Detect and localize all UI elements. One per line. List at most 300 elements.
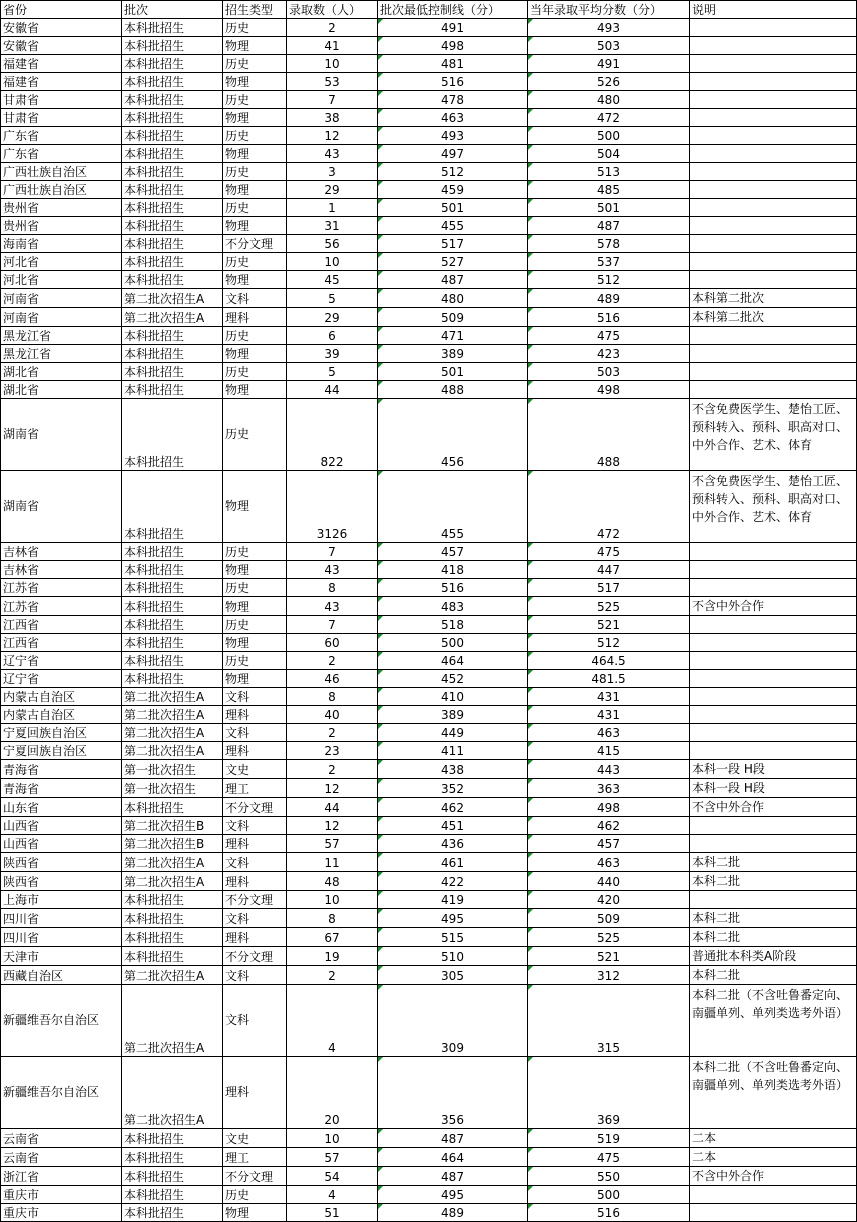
cell-province: 湖北省: [1, 381, 122, 399]
cell-min-line: 459: [378, 181, 528, 199]
cell-province: 天津市: [1, 947, 122, 966]
cell-batch: 本科批招生: [122, 798, 223, 817]
cell-min-line: 495: [378, 909, 528, 928]
cell-avg-score: 516: [528, 1204, 690, 1222]
cell-admitted: 43: [287, 597, 378, 616]
cell-batch: 本科批招生: [122, 363, 223, 381]
cell-type: 不分文理: [223, 798, 287, 817]
cell-batch: 本科批招生: [122, 928, 223, 947]
header-province: 省份: [1, 1, 122, 19]
table-row: [1, 55, 857, 73]
cell-admitted: 2: [287, 966, 378, 985]
cell-type: 历史: [223, 55, 287, 73]
cell-min-line: 481: [378, 55, 528, 73]
cell-batch: 本科批招生: [122, 616, 223, 634]
cell-batch: 本科批招生: [122, 909, 223, 928]
cell-notes: [690, 127, 857, 145]
cell-admitted: 46: [287, 670, 378, 688]
cell-province: 山西省: [1, 817, 122, 835]
cell-avg-score: 504: [528, 145, 690, 163]
cell-notes: 本科二批: [690, 909, 857, 928]
cell-batch: 第二批次招生A: [122, 985, 223, 1057]
cell-admitted: 5: [287, 363, 378, 381]
cell-notes: 本科第二批次: [690, 289, 857, 308]
cell-avg-score: 500: [528, 1186, 690, 1204]
cell-type: 文科: [223, 909, 287, 928]
cell-province: 湖南省: [1, 399, 122, 471]
table-row: [1, 91, 857, 109]
cell-province: 河南省: [1, 308, 122, 327]
cell-type: 物理: [223, 561, 287, 579]
cell-avg-score: 498: [528, 381, 690, 399]
cell-min-line: 517: [378, 235, 528, 253]
table-row: [1, 634, 857, 652]
cell-avg-score: 501: [528, 199, 690, 217]
cell-min-line: 410: [378, 688, 528, 706]
cell-min-line: 509: [378, 308, 528, 327]
cell-notes: 二本: [690, 1129, 857, 1148]
table-row: [1, 73, 857, 91]
cell-province: 新疆维吾尔自治区: [1, 985, 122, 1057]
cell-type: 物理: [223, 1204, 287, 1222]
cell-batch: 第二批次招生B: [122, 835, 223, 853]
cell-province: 上海市: [1, 891, 122, 909]
cell-avg-score: 513: [528, 163, 690, 181]
cell-avg-score: 463: [528, 853, 690, 872]
table-row: [1, 891, 857, 909]
cell-batch: 第一批次招生: [122, 779, 223, 798]
table-row: [1, 835, 857, 853]
cell-avg-score: 512: [528, 271, 690, 289]
cell-min-line: 352: [378, 779, 528, 798]
header-min-line: 批次最低控制线（分）: [378, 1, 528, 19]
cell-min-line: 500: [378, 634, 528, 652]
cell-batch: 本科批招生: [122, 109, 223, 127]
cell-min-line: 527: [378, 253, 528, 271]
cell-type: 物理: [223, 381, 287, 399]
table-row: [1, 597, 857, 616]
cell-batch: 本科批招生: [122, 471, 223, 543]
cell-min-line: 451: [378, 817, 528, 835]
header-row: [1, 1, 857, 19]
cell-admitted: 57: [287, 1148, 378, 1167]
cell-min-line: 480: [378, 289, 528, 308]
cell-admitted: 4: [287, 1186, 378, 1204]
cell-admitted: 51: [287, 1204, 378, 1222]
cell-batch: 本科批招生: [122, 163, 223, 181]
table-row: [1, 145, 857, 163]
cell-batch: 本科批招生: [122, 217, 223, 235]
table-row: [1, 163, 857, 181]
cell-province: 安徽省: [1, 19, 122, 37]
cell-min-line: 356: [378, 1057, 528, 1129]
table-row: [1, 271, 857, 289]
cell-batch: 本科批招生: [122, 891, 223, 909]
cell-province: 重庆市: [1, 1204, 122, 1222]
cell-notes: 本科第二批次: [690, 308, 857, 327]
header-admitted: 录取数（人）: [287, 1, 378, 19]
cell-min-line: 512: [378, 163, 528, 181]
table-row: [1, 928, 857, 947]
cell-notes: 本科二批（不含吐鲁番定向、南疆单列、单列类选考外语）: [690, 1057, 857, 1129]
cell-batch: 本科批招生: [122, 181, 223, 199]
cell-notes: 本科一段 H段: [690, 779, 857, 798]
cell-admitted: 3126: [287, 471, 378, 543]
cell-notes: 本科二批（不含吐鲁番定向、南疆单列、单列类选考外语）: [690, 985, 857, 1057]
cell-notes: 本科一段 H段: [690, 760, 857, 779]
cell-admitted: 41: [287, 37, 378, 55]
cell-notes: [690, 55, 857, 73]
cell-batch: 本科批招生: [122, 561, 223, 579]
cell-min-line: 418: [378, 561, 528, 579]
cell-avg-score: 526: [528, 73, 690, 91]
cell-notes: [690, 345, 857, 363]
cell-batch: 本科批招生: [122, 1167, 223, 1186]
cell-min-line: 487: [378, 1129, 528, 1148]
cell-type: 物理: [223, 271, 287, 289]
cell-min-line: 478: [378, 91, 528, 109]
cell-admitted: 1: [287, 199, 378, 217]
cell-min-line: 515: [378, 928, 528, 947]
table-row: [1, 127, 857, 145]
cell-notes: [690, 706, 857, 724]
cell-type: 理科: [223, 928, 287, 947]
cell-type: 历史: [223, 363, 287, 381]
cell-batch: 本科批招生: [122, 199, 223, 217]
cell-notes: [690, 109, 857, 127]
cell-avg-score: 369: [528, 1057, 690, 1129]
table-row: [1, 1148, 857, 1167]
cell-min-line: 438: [378, 760, 528, 779]
cell-notes: [690, 199, 857, 217]
cell-province: 海南省: [1, 235, 122, 253]
cell-min-line: 455: [378, 217, 528, 235]
cell-notes: [690, 73, 857, 91]
cell-province: 四川省: [1, 928, 122, 947]
cell-notes: [690, 835, 857, 853]
cell-avg-score: 491: [528, 55, 690, 73]
cell-notes: [690, 1204, 857, 1222]
cell-type: 历史: [223, 543, 287, 561]
cell-type: 历史: [223, 19, 287, 37]
cell-batch: 第二批次招生A: [122, 966, 223, 985]
cell-min-line: 419: [378, 891, 528, 909]
header-batch: 批次: [122, 1, 223, 19]
cell-admitted: 7: [287, 543, 378, 561]
table-row: [1, 724, 857, 742]
cell-min-line: 510: [378, 947, 528, 966]
cell-admitted: 7: [287, 91, 378, 109]
cell-admitted: 2: [287, 19, 378, 37]
table-row: [1, 1057, 857, 1129]
cell-province: 黑龙江省: [1, 345, 122, 363]
cell-batch: 本科批招生: [122, 55, 223, 73]
cell-batch: 第二批次招生A: [122, 688, 223, 706]
cell-min-line: 422: [378, 872, 528, 891]
table-row: [1, 289, 857, 308]
cell-admitted: 60: [287, 634, 378, 652]
cell-admitted: 57: [287, 835, 378, 853]
cell-min-line: 501: [378, 199, 528, 217]
cell-avg-score: 420: [528, 891, 690, 909]
cell-avg-score: 485: [528, 181, 690, 199]
cell-admitted: 12: [287, 127, 378, 145]
cell-province: 广东省: [1, 145, 122, 163]
cell-notes: [690, 91, 857, 109]
cell-avg-score: 315: [528, 985, 690, 1057]
cell-type: 理科: [223, 835, 287, 853]
cell-min-line: 452: [378, 670, 528, 688]
cell-notes: 不含免费医学生、楚怡工匠、预科转入、预科、职高对口、中外合作、艺术、体育: [690, 399, 857, 471]
table-row: [1, 1204, 857, 1222]
cell-batch: 本科批招生: [122, 37, 223, 55]
cell-min-line: 497: [378, 145, 528, 163]
cell-type: 物理: [223, 37, 287, 55]
cell-min-line: 462: [378, 798, 528, 817]
table-row: [1, 543, 857, 561]
table-row: [1, 1186, 857, 1204]
cell-notes: 不含中外合作: [690, 1167, 857, 1186]
cell-type: 文科: [223, 985, 287, 1057]
cell-province: 吉林省: [1, 561, 122, 579]
cell-type: 文科: [223, 688, 287, 706]
cell-province: 安徽省: [1, 37, 122, 55]
cell-province: 江西省: [1, 634, 122, 652]
cell-type: 历史: [223, 253, 287, 271]
cell-province: 河北省: [1, 253, 122, 271]
cell-admitted: 31: [287, 217, 378, 235]
cell-avg-score: 578: [528, 235, 690, 253]
cell-type: 文史: [223, 760, 287, 779]
cell-avg-score: 517: [528, 579, 690, 597]
cell-province: 内蒙古自治区: [1, 706, 122, 724]
table-row: [1, 616, 857, 634]
table-row: [1, 742, 857, 760]
cell-min-line: 457: [378, 543, 528, 561]
cell-batch: 本科批招生: [122, 253, 223, 271]
cell-notes: [690, 327, 857, 345]
cell-admitted: 6: [287, 327, 378, 345]
cell-notes: [690, 163, 857, 181]
cell-batch: 本科批招生: [122, 579, 223, 597]
cell-notes: [690, 271, 857, 289]
table-row: [1, 363, 857, 381]
table-row: [1, 253, 857, 271]
cell-province: 辽宁省: [1, 670, 122, 688]
cell-province: 青海省: [1, 760, 122, 779]
cell-min-line: 498: [378, 37, 528, 55]
table-row: [1, 985, 857, 1057]
cell-min-line: 389: [378, 706, 528, 724]
cell-notes: [690, 19, 857, 37]
table-row: [1, 798, 857, 817]
cell-notes: 不含中外合作: [690, 798, 857, 817]
cell-province: 贵州省: [1, 217, 122, 235]
cell-admitted: 39: [287, 345, 378, 363]
cell-type: 历史: [223, 616, 287, 634]
cell-avg-score: 363: [528, 779, 690, 798]
cell-province: 广东省: [1, 127, 122, 145]
cell-min-line: 455: [378, 471, 528, 543]
cell-admitted: 38: [287, 109, 378, 127]
cell-type: 历史: [223, 163, 287, 181]
cell-min-line: 309: [378, 985, 528, 1057]
cell-admitted: 29: [287, 308, 378, 327]
cell-province: 广西壮族自治区: [1, 163, 122, 181]
cell-avg-score: 487: [528, 217, 690, 235]
cell-type: 不分文理: [223, 1167, 287, 1186]
cell-avg-score: 493: [528, 19, 690, 37]
cell-batch: 本科批招生: [122, 597, 223, 616]
cell-min-line: 461: [378, 853, 528, 872]
cell-type: 物理: [223, 345, 287, 363]
cell-type: 历史: [223, 199, 287, 217]
cell-province: 甘肃省: [1, 91, 122, 109]
cell-batch: 第二批次招生A: [122, 1057, 223, 1129]
cell-admitted: 2: [287, 760, 378, 779]
cell-province: 宁夏回族自治区: [1, 742, 122, 760]
table-row: [1, 327, 857, 345]
table-row: [1, 308, 857, 327]
cell-notes: 本科二批: [690, 872, 857, 891]
cell-min-line: 487: [378, 1167, 528, 1186]
cell-min-line: 493: [378, 127, 528, 145]
cell-batch: 本科批招生: [122, 381, 223, 399]
cell-type: 不分文理: [223, 891, 287, 909]
cell-notes: 本科二批: [690, 928, 857, 947]
cell-batch: 本科批招生: [122, 345, 223, 363]
cell-type: 历史: [223, 579, 287, 597]
cell-province: 四川省: [1, 909, 122, 928]
cell-type: 理科: [223, 742, 287, 760]
cell-min-line: 389: [378, 345, 528, 363]
cell-min-line: 495: [378, 1186, 528, 1204]
cell-type: 物理: [223, 109, 287, 127]
cell-batch: 第二批次招生A: [122, 706, 223, 724]
cell-batch: 本科批招生: [122, 399, 223, 471]
table-row: [1, 109, 857, 127]
cell-province: 辽宁省: [1, 652, 122, 670]
cell-type: 物理: [223, 145, 287, 163]
cell-type: 历史: [223, 127, 287, 145]
cell-avg-score: 498: [528, 798, 690, 817]
table-row: [1, 345, 857, 363]
cell-admitted: 822: [287, 399, 378, 471]
cell-type: 文科: [223, 817, 287, 835]
cell-avg-score: 500: [528, 127, 690, 145]
cell-province: 宁夏回族自治区: [1, 724, 122, 742]
header-avg-score: 当年录取平均分数（分）: [528, 1, 690, 19]
cell-notes: [690, 145, 857, 163]
cell-avg-score: 447: [528, 561, 690, 579]
cell-admitted: 8: [287, 909, 378, 928]
cell-avg-score: 472: [528, 109, 690, 127]
cell-admitted: 8: [287, 579, 378, 597]
table-row: [1, 760, 857, 779]
cell-type: 物理: [223, 597, 287, 616]
cell-admitted: 2: [287, 724, 378, 742]
cell-batch: 本科批招生: [122, 271, 223, 289]
cell-province: 陕西省: [1, 853, 122, 872]
cell-min-line: 491: [378, 19, 528, 37]
cell-notes: [690, 1186, 857, 1204]
table-row: [1, 381, 857, 399]
table-row: [1, 652, 857, 670]
table-row: [1, 1129, 857, 1148]
cell-batch: 第二批次招生A: [122, 742, 223, 760]
cell-batch: 本科批招生: [122, 634, 223, 652]
cell-type: 不分文理: [223, 947, 287, 966]
cell-admitted: 67: [287, 928, 378, 947]
cell-avg-score: 440: [528, 872, 690, 891]
cell-province: 福建省: [1, 55, 122, 73]
cell-avg-score: 480: [528, 91, 690, 109]
table-row: [1, 688, 857, 706]
cell-admitted: 19: [287, 947, 378, 966]
cell-avg-score: 475: [528, 1148, 690, 1167]
cell-province: 甘肃省: [1, 109, 122, 127]
table-row: [1, 19, 857, 37]
cell-admitted: 10: [287, 55, 378, 73]
cell-batch: 本科批招生: [122, 1129, 223, 1148]
cell-type: 理科: [223, 872, 287, 891]
header-type: 招生类型: [223, 1, 287, 19]
cell-batch: 本科批招生: [122, 1186, 223, 1204]
cell-batch: 第二批次招生A: [122, 853, 223, 872]
cell-avg-score: 423: [528, 345, 690, 363]
cell-type: 历史: [223, 652, 287, 670]
cell-min-line: 488: [378, 381, 528, 399]
table-row: [1, 181, 857, 199]
cell-type: 物理: [223, 670, 287, 688]
cell-min-line: 487: [378, 271, 528, 289]
table-row: [1, 706, 857, 724]
table-row: [1, 779, 857, 798]
cell-notes: [690, 724, 857, 742]
cell-type: 物理: [223, 217, 287, 235]
cell-batch: 本科批招生: [122, 73, 223, 91]
cell-admitted: 3: [287, 163, 378, 181]
cell-batch: 本科批招生: [122, 127, 223, 145]
table-row: [1, 947, 857, 966]
cell-notes: [690, 37, 857, 55]
cell-avg-score: 475: [528, 327, 690, 345]
cell-admitted: 20: [287, 1057, 378, 1129]
cell-min-line: 456: [378, 399, 528, 471]
cell-avg-score: 472: [528, 471, 690, 543]
header-notes: 说明: [690, 1, 857, 19]
cell-admitted: 40: [287, 706, 378, 724]
cell-notes: 本科二批: [690, 966, 857, 985]
cell-avg-score: 537: [528, 253, 690, 271]
cell-admitted: 4: [287, 985, 378, 1057]
cell-batch: 本科批招生: [122, 19, 223, 37]
cell-type: 文史: [223, 1129, 287, 1148]
cell-notes: 本科二批: [690, 853, 857, 872]
cell-admitted: 45: [287, 271, 378, 289]
cell-batch: 第二批次招生B: [122, 817, 223, 835]
cell-province: 西藏自治区: [1, 966, 122, 985]
cell-admitted: 11: [287, 853, 378, 872]
table-row: [1, 817, 857, 835]
cell-notes: 二本: [690, 1148, 857, 1167]
cell-batch: 第二批次招生A: [122, 289, 223, 308]
cell-admitted: 44: [287, 798, 378, 817]
cell-type: 物理: [223, 181, 287, 199]
cell-notes: [690, 891, 857, 909]
cell-notes: [690, 235, 857, 253]
cell-admitted: 23: [287, 742, 378, 760]
